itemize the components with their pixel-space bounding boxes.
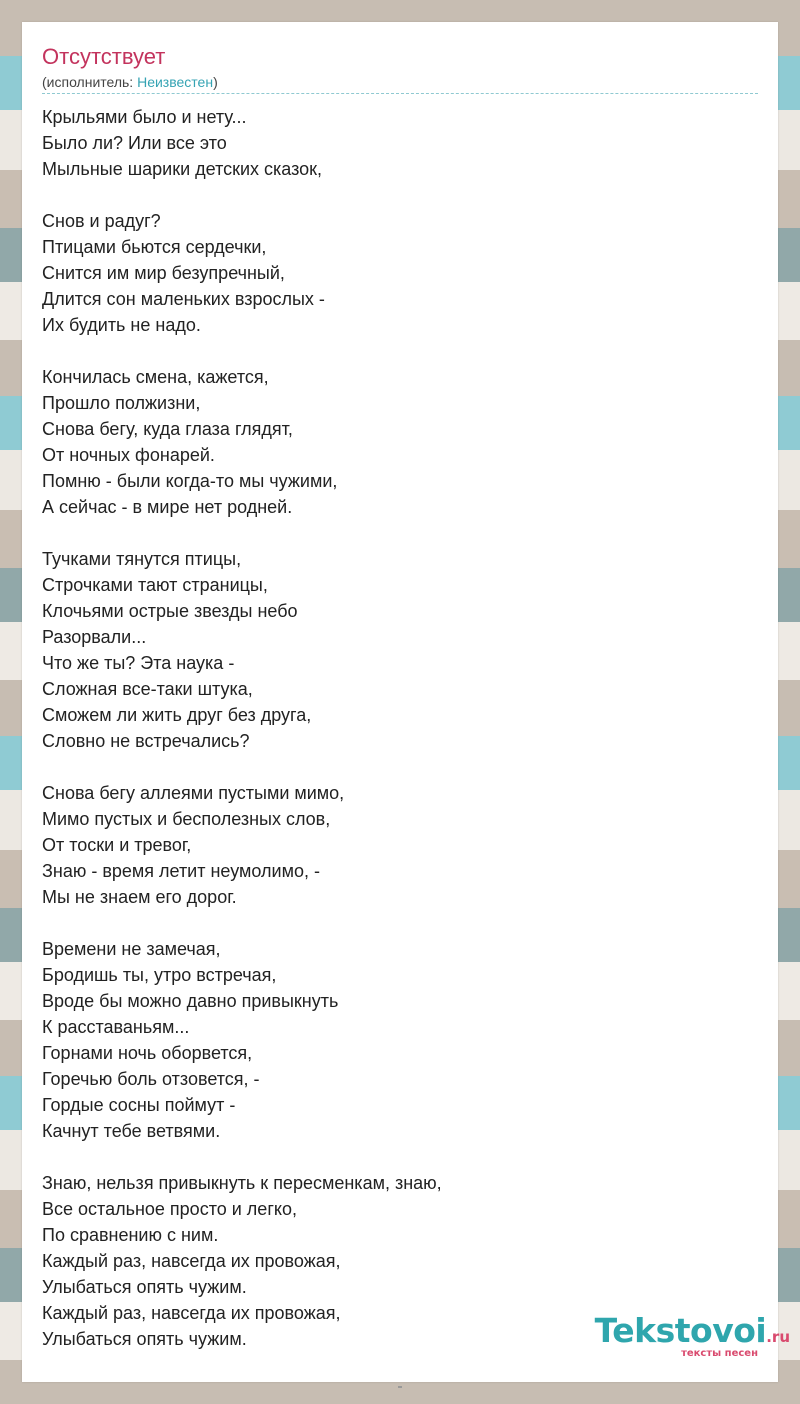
site-logo[interactable] <box>594 1311 790 1359</box>
lyrics-text: Крыльями было и нету... Было ли? Или все это Мыльные шарики детских сказок, Снов и радуг? Птицами бьются сердечки, Снится им мир безупречный, Длится сон маленьких взрослых - Их будить не надо. Кончилась смена, кажется, Прошло полжизни, Снова бегу, куда глаза глядят, От ночных фонарей. Помню - были когда-то мы чужими, А сейчас - в мире нет родней. Тучками тянутся птицы, Строчками тают страницы, Клочьями острые звезды небо Разорвали... Что же ты? Эта наука - Сложная все-таки штука, Сможем ли жить друг без друга, Словно не встречались? Снова бегу аллеями пустыми мимо, Мимо пустых и бесполезных слов, От тоски и тревог, Знаю - время летит неумолимо, - Мы не знаем его дорог. Времени не замечая, Бродишь ты, утро встречая, Вроде бы можно давно привыкнуть К расставаньям... Горнами ночь оборвется, Горечью боль отзовется, - Гордые сосны поймут - Качнут тебе ветвями. Знаю, нельзя привыкнуть к пересменкам, знаю, Все остальное просто и легко, По сравнению с ним. Каждый раз, навсегда их провожая, Улыбаться опять чужим. Каждый раз, навсегда их провожая, Улыбаться опять чужим. <box>42 107 442 1349</box>
artist-link[interactable]: Неизвестен <box>137 74 214 90</box>
logo-tld-text: .ru <box>766 1328 790 1346</box>
artist-suffix: ) <box>213 74 218 90</box>
title-divider <box>42 93 758 94</box>
logo-main-text: Tekstovoi <box>594 1311 767 1350</box>
artist-prefix: (исполнитель: <box>42 74 138 90</box>
lyrics-card <box>22 22 778 1382</box>
logo-subtitle: тексты песен <box>681 1348 758 1359</box>
bottom-dot <box>398 1386 402 1388</box>
artist-line <box>42 73 218 91</box>
song-title: Отсутствует <box>42 44 166 69</box>
